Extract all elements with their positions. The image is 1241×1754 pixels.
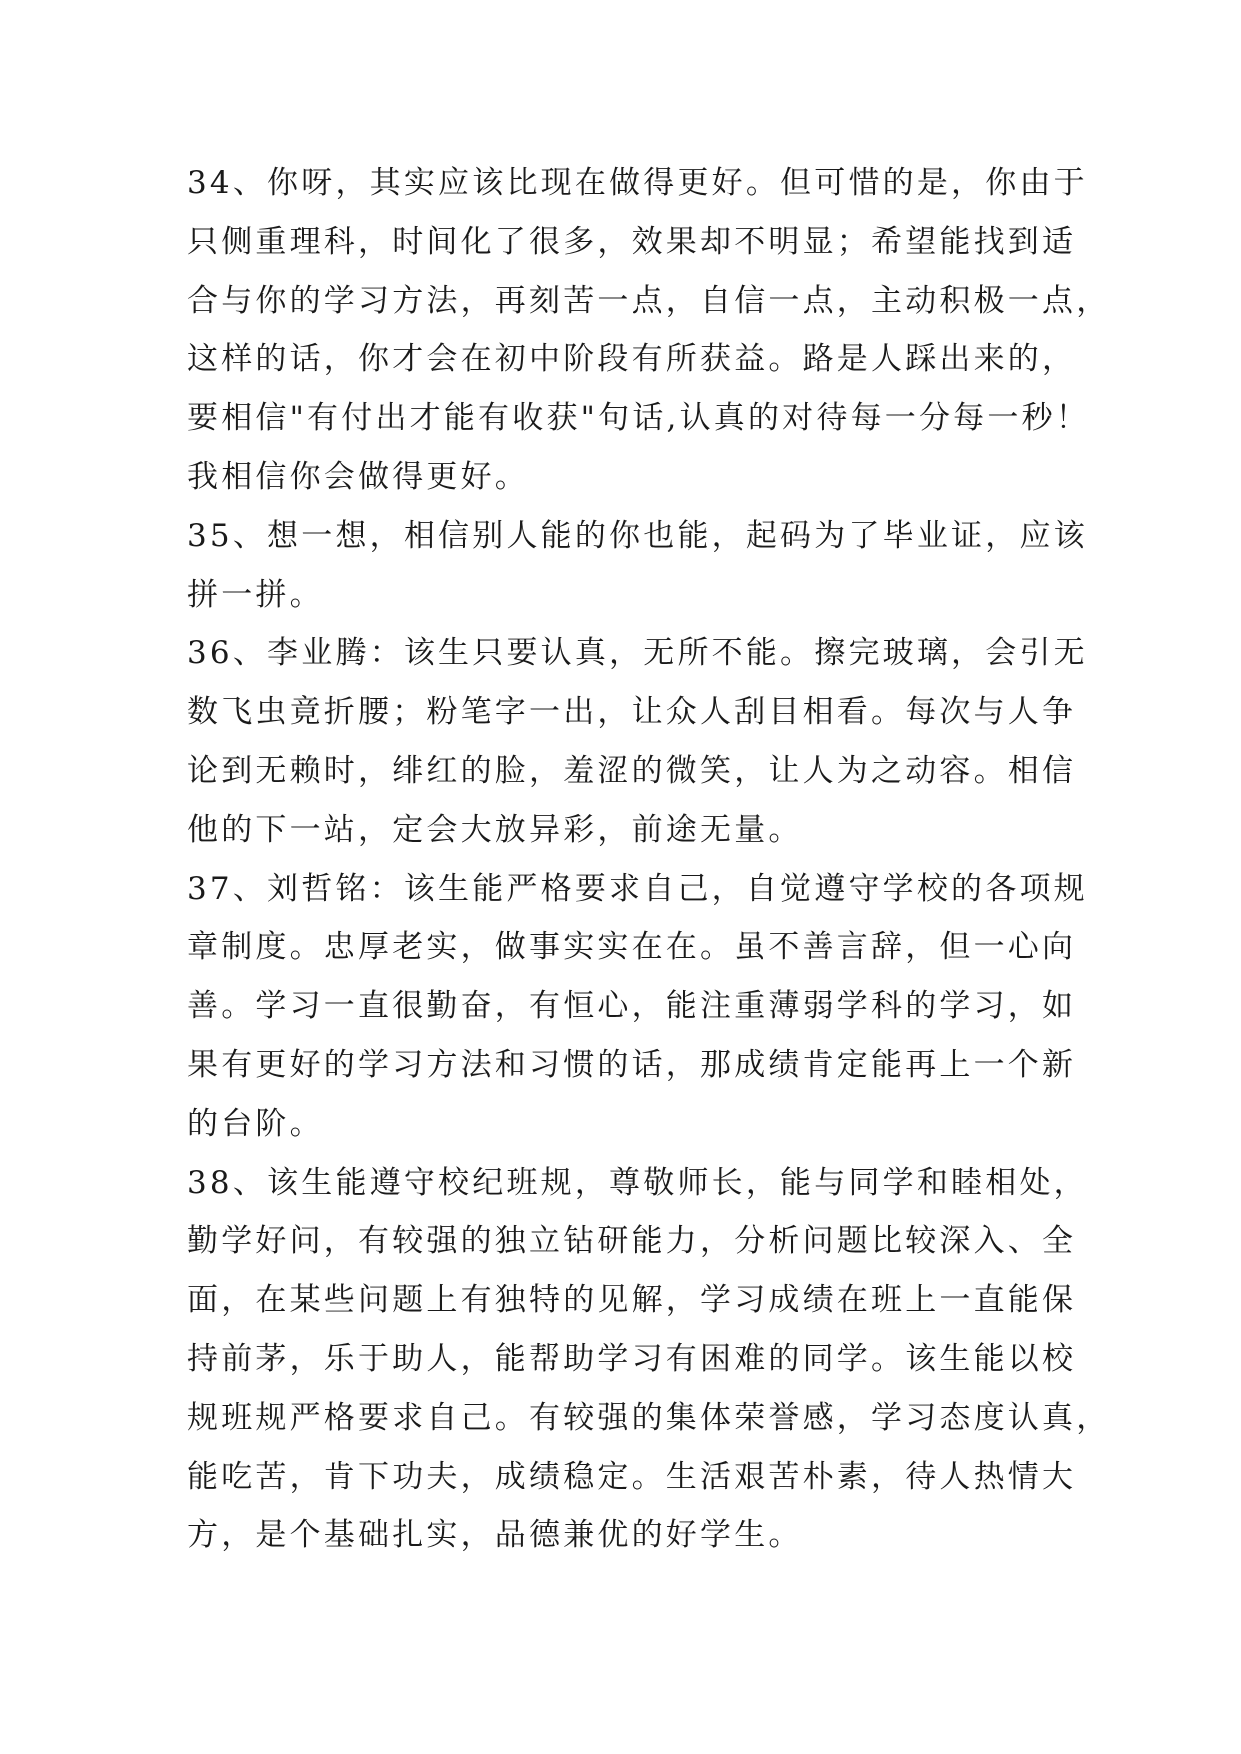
text-line: 合与你的学习方法，再刻苦一点，自信一点，主动积极一点， [187, 282, 1111, 319]
text-line: 果有更好的学习方法和习惯的话，那成绩肯定能再上一个新 [187, 1046, 1077, 1083]
text-line: 章制度。忠厚老实，做事实实在在。虽不善言辞，但一心向 [187, 929, 1077, 966]
text-line: 面，在某些问题上有独特的见解，学习成绩在班上一直能保 [187, 1282, 1077, 1319]
text-line: 我相信你会做得更好。 [187, 458, 529, 495]
text-line: 方，是个基础扎实，品德兼优的好学生。 [187, 1517, 803, 1554]
text-line: 这样的话，你才会在初中阶段有所获益。路是人踩出来的， [187, 341, 1077, 378]
text-line: 37、刘哲铭：该生能严格要求自己，自觉遵守学校的各项规 [187, 870, 1088, 907]
text-line: 36、李业腾：该生只要认真，无所不能。擦完玻璃，会引无 [187, 635, 1088, 672]
text-line: 数飞虫竟折腰；粉笔字一出，让众人刮目相看。每次与人争 [187, 694, 1077, 731]
text-line: 他的下一站，定会大放异彩，前途无量。 [187, 811, 803, 848]
text-line: 拼一拼。 [187, 576, 324, 613]
text-line: 只侧重理科，时间化了很多，效果却不明显；希望能找到适 [187, 223, 1077, 260]
text-line: 35、想一想，相信别人能的你也能，起码为了毕业证，应该 [187, 517, 1088, 554]
text-line: 勤学好问，有较强的独立钻研能力，分析问题比较深入、全 [187, 1223, 1077, 1260]
document-body [187, 154, 1111, 1565]
text-line: 38、该生能遵守校纪班规，尊敬师长，能与同学和睦相处， [187, 1164, 1088, 1201]
text-line: 34、你呀，其实应该比现在做得更好。但可惜的是，你由于 [187, 165, 1088, 201]
text-line: 的台阶。 [187, 1105, 324, 1142]
text-line: 能吃苦，肯下功夫，成绩稳定。生活艰苦朴素，待人热情大 [187, 1458, 1077, 1495]
text-line: 善。学习一直很勤奋，有恒心，能注重薄弱学科的学习，如 [187, 988, 1077, 1025]
text-line: 要相信"有付出才能有收获"句话,认真的对待每一分每一秒！ [187, 400, 1090, 437]
text-line: 持前茅，乐于助人，能帮助学习有困难的同学。该生能以校 [187, 1340, 1077, 1377]
text-line: 规班规严格要求自己。有较强的集体荣誉感，学习态度认真， [187, 1399, 1111, 1436]
text-line: 论到无赖时，绯红的脸，羞涩的微笑，让人为之动容。相信 [187, 752, 1077, 789]
